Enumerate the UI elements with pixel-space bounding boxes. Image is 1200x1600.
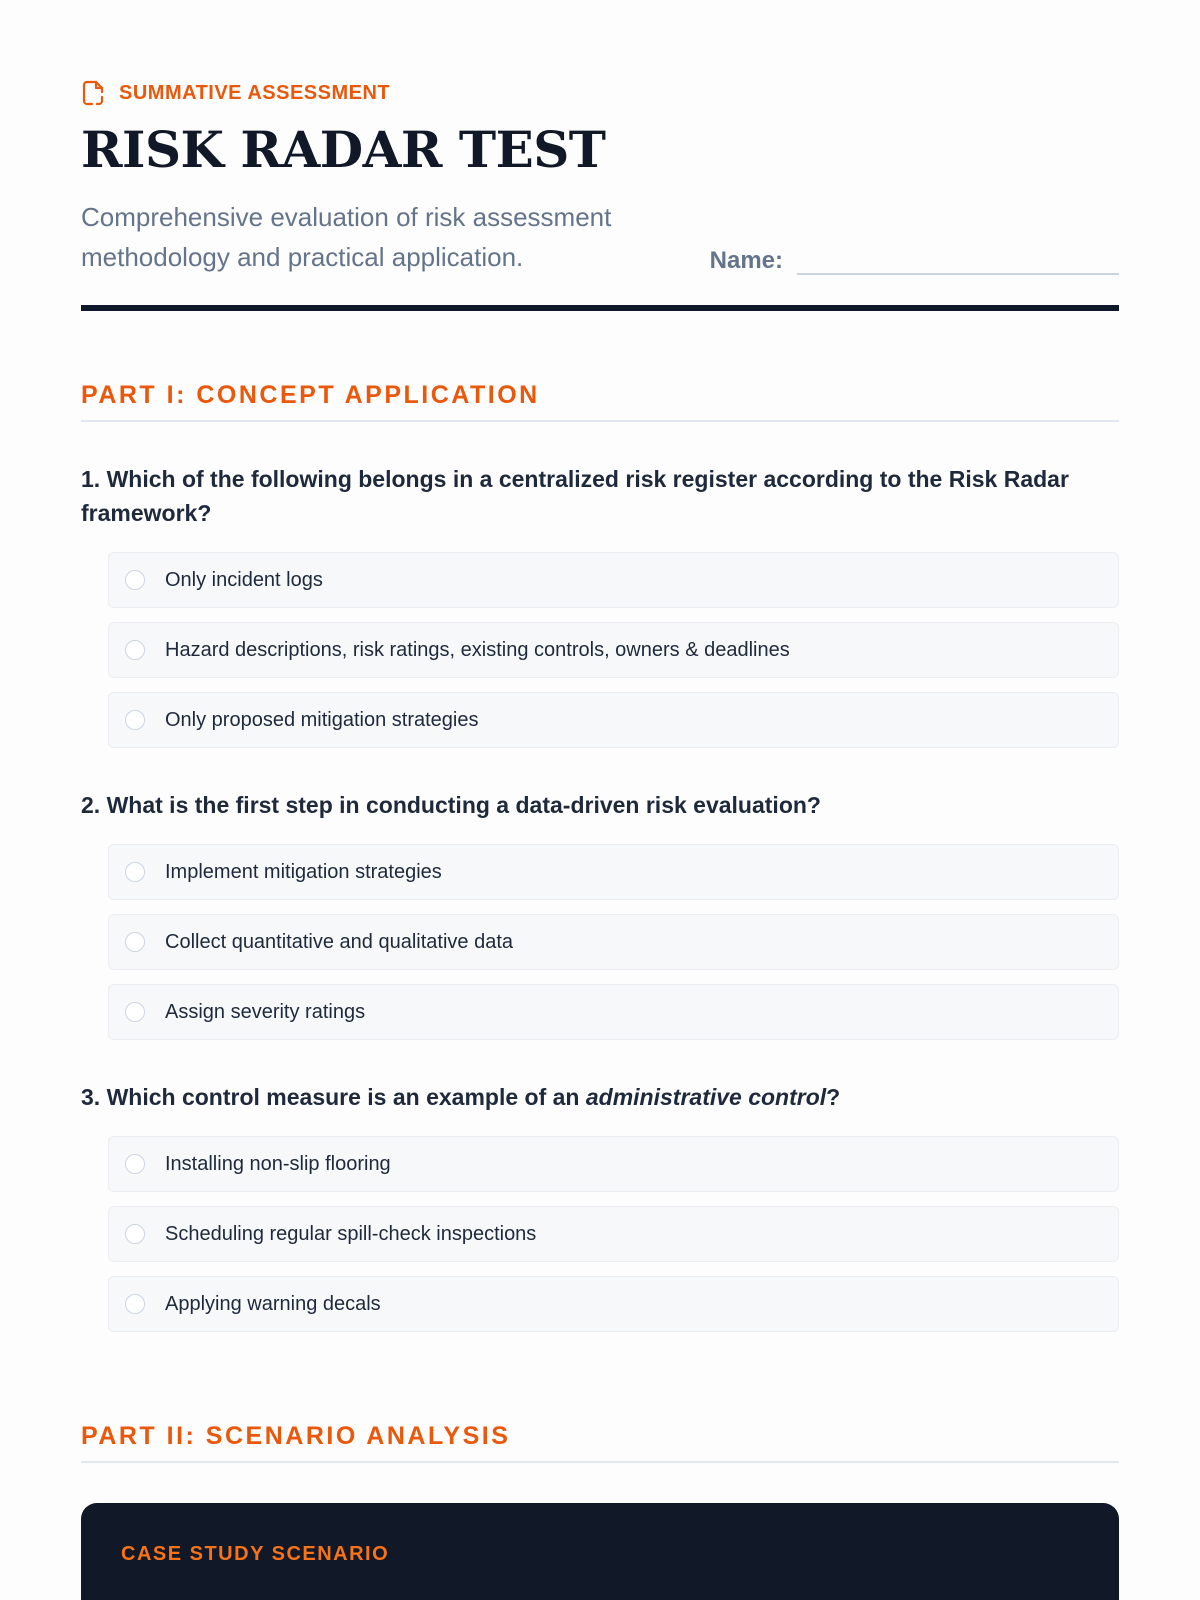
radio-button[interactable] bbox=[125, 710, 145, 730]
question-2 bbox=[81, 788, 1119, 1040]
question-prompt: Which of the following belongs in a centralized risk register according to the Risk Radar framework? bbox=[81, 466, 1069, 526]
option-label: Implement mitigation strategies bbox=[165, 860, 442, 883]
answer-option[interactable] bbox=[108, 622, 1119, 678]
radio-button[interactable] bbox=[125, 1002, 145, 1022]
answer-option[interactable] bbox=[108, 1206, 1119, 1262]
document-icon bbox=[81, 80, 105, 106]
question-number: 2. bbox=[81, 792, 101, 818]
option-label: Assign severity ratings bbox=[165, 1000, 366, 1023]
question-emphasis: administrative control bbox=[585, 1084, 827, 1110]
answer-option[interactable] bbox=[108, 1136, 1119, 1192]
page-header bbox=[81, 0, 1119, 311]
option-label: Hazard descriptions, risk ratings, existing controls, owners & deadlines bbox=[165, 638, 790, 661]
radio-button[interactable] bbox=[125, 640, 145, 660]
section-title: PART II: SCENARIO ANALYSIS bbox=[81, 1422, 1119, 1463]
question-text bbox=[81, 788, 1119, 822]
option-label: Applying warning decals bbox=[165, 1292, 381, 1315]
answer-option[interactable] bbox=[108, 552, 1119, 608]
question-3 bbox=[81, 1080, 1119, 1332]
answer-option[interactable] bbox=[108, 844, 1119, 900]
page-title: RISK RADAR TEST bbox=[81, 120, 606, 179]
radio-button[interactable] bbox=[125, 1224, 145, 1244]
question-number: 3. bbox=[81, 1084, 101, 1110]
part-1-section bbox=[81, 381, 1119, 1332]
eyebrow-label: SUMMATIVE ASSESSMENT bbox=[119, 81, 391, 104]
radio-button[interactable] bbox=[125, 932, 145, 952]
page-subtitle: Comprehensive evaluation of risk assessment methodology and practical application. bbox=[81, 202, 612, 272]
radio-button[interactable] bbox=[125, 862, 145, 882]
header-divider bbox=[81, 305, 1119, 311]
name-field-group bbox=[710, 245, 1119, 275]
name-label: Name: bbox=[709, 247, 783, 274]
answer-options bbox=[108, 1136, 1119, 1332]
radio-button[interactable] bbox=[125, 1294, 145, 1314]
option-label: Only proposed mitigation strategies bbox=[165, 708, 479, 731]
option-label: Only incident logs bbox=[165, 568, 323, 591]
question-1 bbox=[81, 462, 1119, 748]
subtitle-row bbox=[81, 197, 1119, 277]
option-label: Collect quantitative and qualitative data bbox=[165, 930, 514, 953]
question-prompt: Which control measure is an example of an bbox=[106, 1084, 586, 1110]
name-field[interactable] bbox=[797, 245, 1119, 275]
section-title: PART I: CONCEPT APPLICATION bbox=[81, 381, 1119, 422]
question-text bbox=[81, 1080, 1119, 1114]
case-study-label: CASE STUDY SCENARIO bbox=[121, 1543, 390, 1565]
question-number: 1. bbox=[81, 466, 101, 492]
question-prompt: What is the first step in conducting a data-driven risk evaluation? bbox=[106, 792, 821, 818]
answer-option[interactable] bbox=[108, 1276, 1119, 1332]
answer-options bbox=[108, 552, 1119, 748]
answer-options bbox=[108, 844, 1119, 1040]
question-suffix: ? bbox=[826, 1084, 841, 1110]
question-text bbox=[81, 462, 1119, 530]
part-2-section bbox=[81, 1422, 1119, 1600]
answer-option[interactable] bbox=[108, 914, 1119, 970]
answer-option[interactable] bbox=[108, 692, 1119, 748]
radio-button[interactable] bbox=[125, 570, 145, 590]
option-label: Installing non-slip flooring bbox=[165, 1152, 391, 1175]
case-study-card bbox=[81, 1503, 1119, 1600]
eyebrow bbox=[81, 80, 1119, 106]
answer-option[interactable] bbox=[108, 984, 1119, 1040]
radio-button[interactable] bbox=[125, 1154, 145, 1174]
option-label: Scheduling regular spill-check inspections bbox=[165, 1222, 537, 1245]
